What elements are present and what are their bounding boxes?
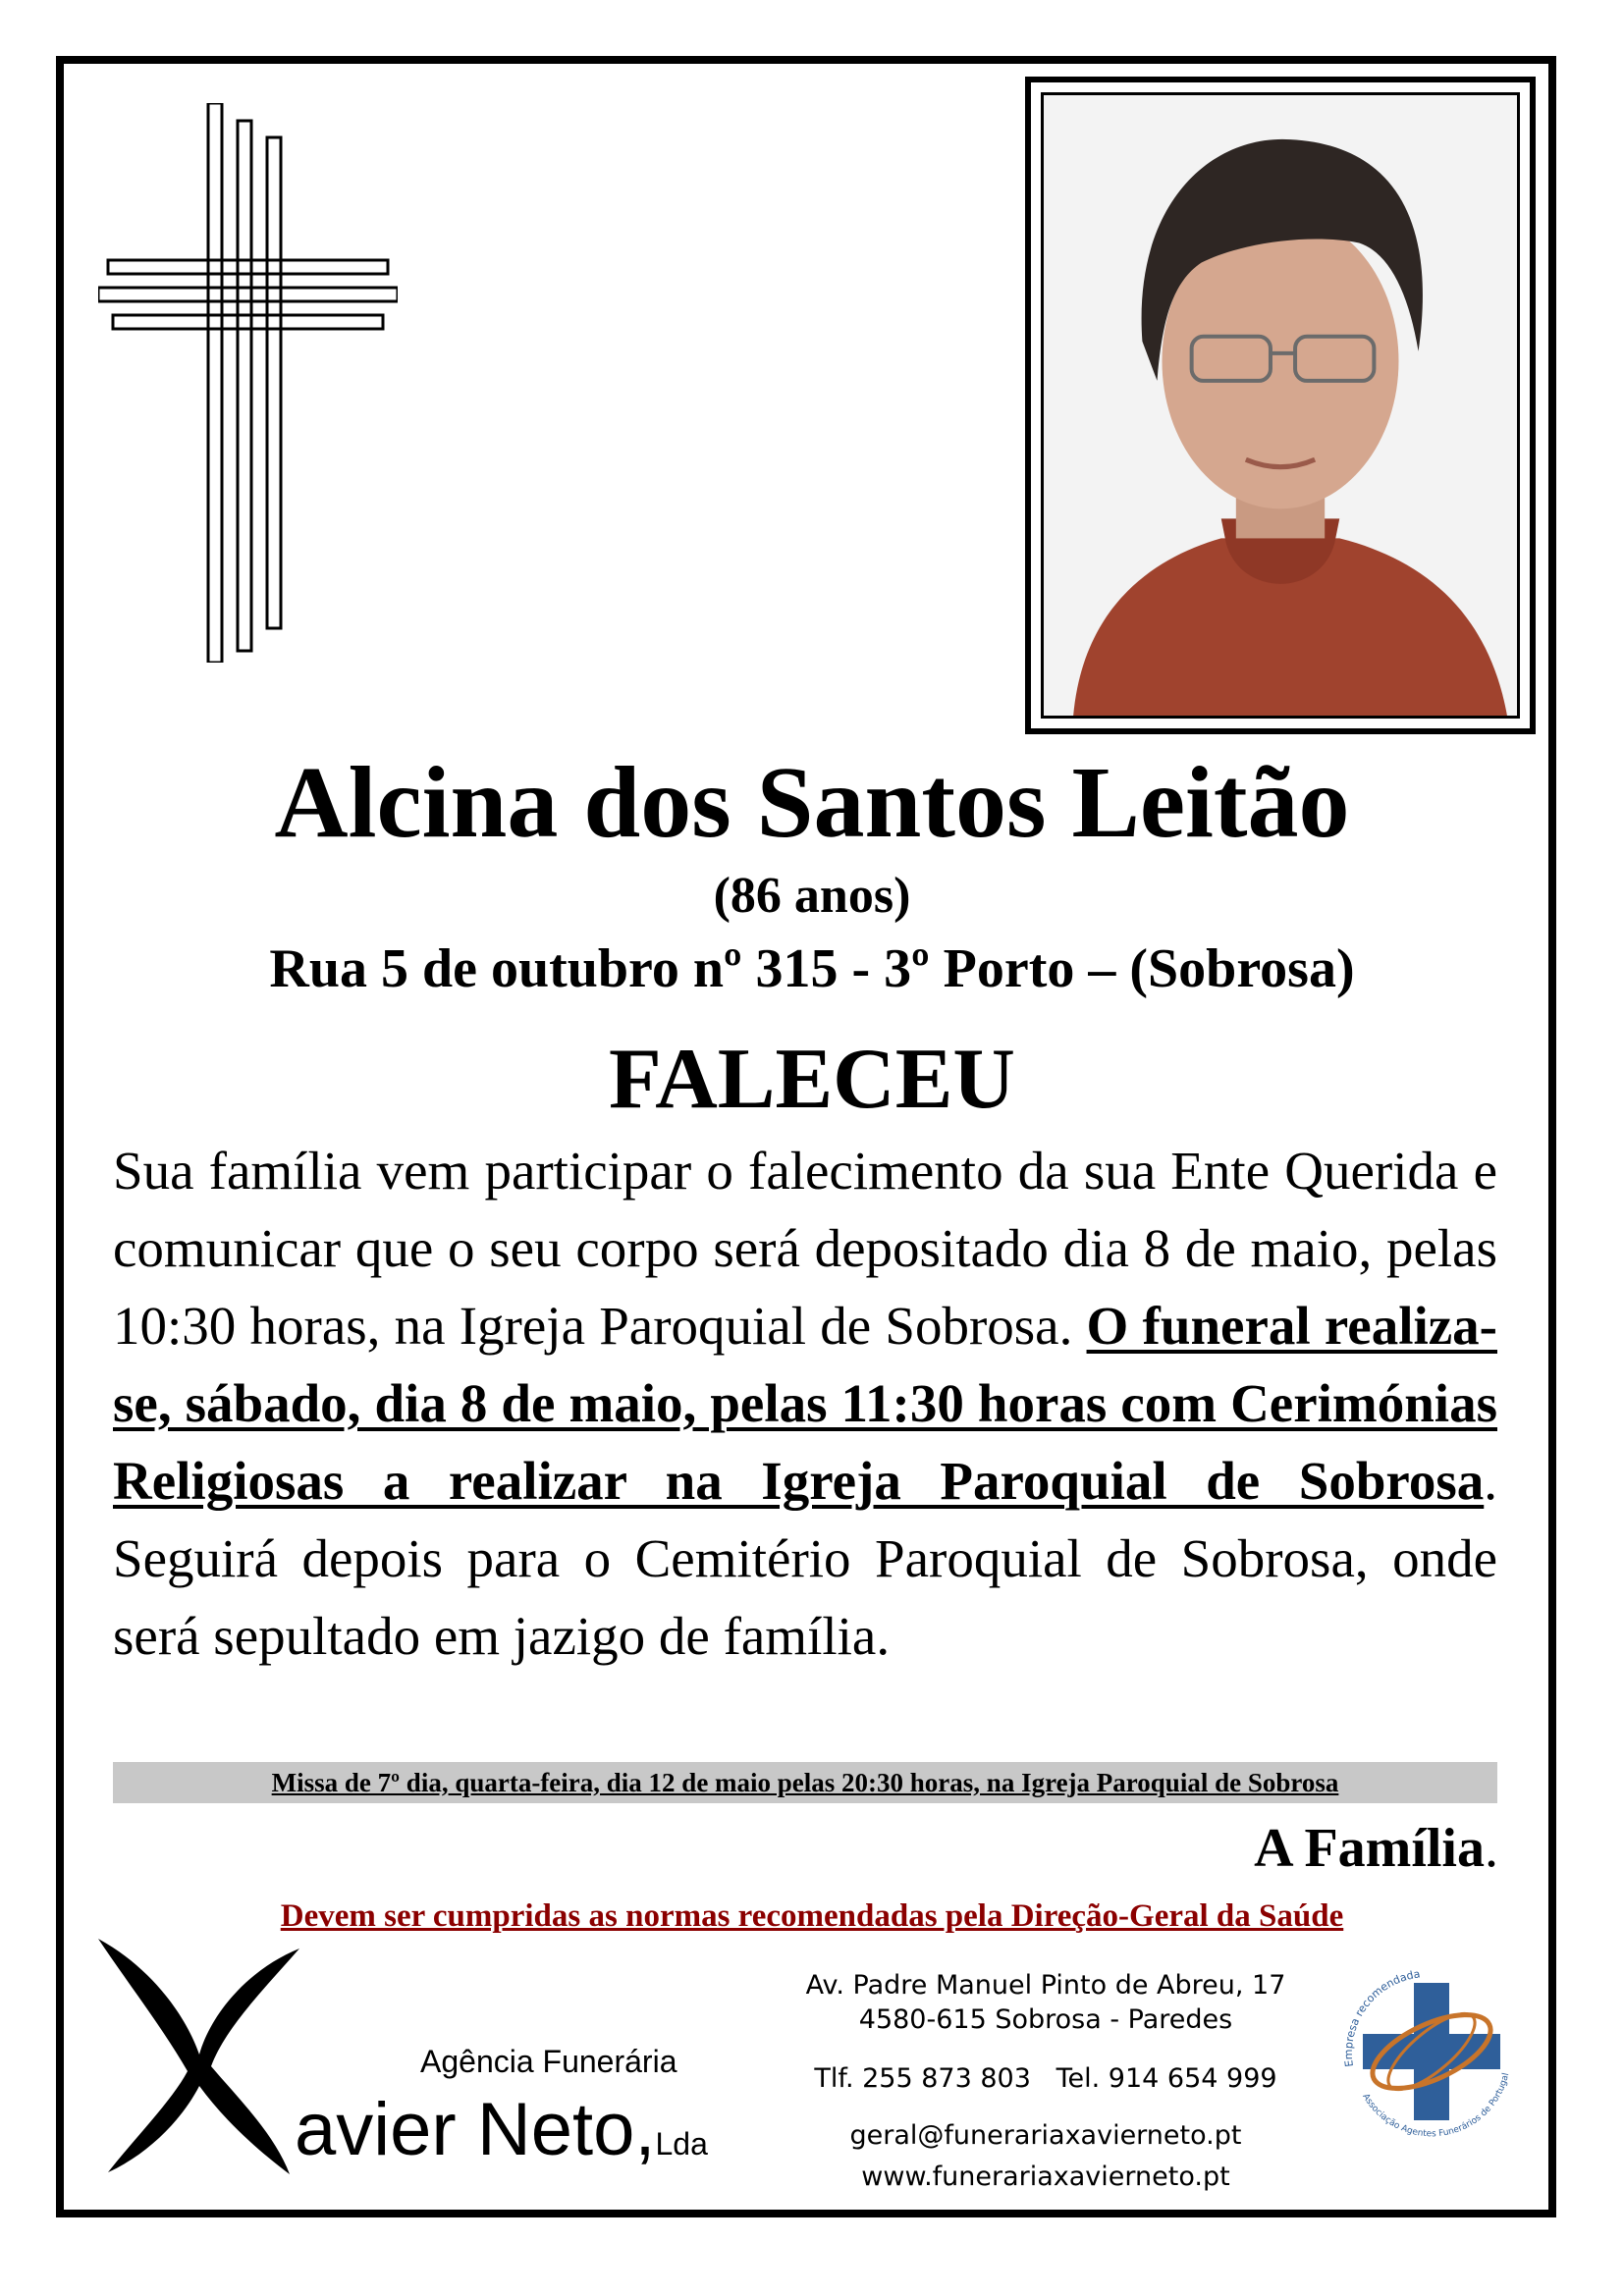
portrait-photo bbox=[1041, 92, 1520, 719]
association-logo bbox=[1324, 1949, 1530, 2155]
announcement-text bbox=[113, 1132, 1497, 1675]
deceased-age: (86 anos) bbox=[713, 868, 911, 924]
association-top-text: Empresa recomendada bbox=[1341, 1967, 1422, 2068]
agency-name-text: avier Neto, bbox=[295, 2088, 656, 2171]
agency-website[interactable]: www.funerariaxavierneto.pt bbox=[861, 2162, 1230, 2192]
agency-suffix: Lda bbox=[655, 2126, 708, 2162]
association-bottom-text: Associação Agentes Funerários de Portugal bbox=[1360, 2071, 1512, 2140]
agency-address-line1: Av. Padre Manuel Pinto de Abreu, 17 bbox=[805, 1970, 1286, 2001]
signature bbox=[1254, 1814, 1498, 1883]
portrait-frame bbox=[1025, 77, 1536, 734]
headline: FALECEU bbox=[609, 1032, 1015, 1127]
cross-icon bbox=[98, 103, 398, 663]
announcement-intro: Sua família vem participar o falecimento da sua Ente Querida e comunicar que o seu corpo será depositado dia 8 de maio, pelas 10:30 horas, na Igreja Paroquial de Sobrosa. bbox=[113, 1141, 1497, 1356]
signature-dot: . bbox=[1485, 1818, 1498, 1879]
deceased-address: Rua 5 de outubro nº 315 - 3º Porto – (Sobrosa) bbox=[269, 938, 1355, 999]
funeral-details: O funeral realiza-se, sábado, dia 8 de maio, pelas 11:30 horas com Cerimónias Religiosas a realizar na Igreja Paroquial de Sobrosa bbox=[113, 1296, 1497, 1511]
mass-notice: Missa de 7º dia, quarta-feira, dia 12 de maio pelas 20:30 horas, na Igreja Paroquial de Sobrosa bbox=[113, 1762, 1497, 1803]
health-norms-notice: Devem ser cumpridas as normas recomendadas pela Direção-Geral da Saúde bbox=[280, 1898, 1344, 1934]
agency-address-line2: 4580-615 Sobrosa - Paredes bbox=[858, 2004, 1233, 2035]
signature-text: A Família bbox=[1254, 1818, 1485, 1879]
agency-name bbox=[295, 2087, 708, 2187]
agency-label: Agência Funerária bbox=[420, 2044, 677, 2079]
deceased-name: Alcina dos Santos Leitão bbox=[274, 746, 1350, 859]
announcement-outro: . Seguirá depois para o Cemitério Paroquial de Sobrosa, onde será sepultado em jazigo de família. bbox=[113, 1451, 1497, 1666]
agency-email[interactable]: geral@funerariaxavierneto.pt bbox=[849, 2120, 1242, 2151]
agency-phones: Tlf. 255 873 803 Tel. 914 654 999 bbox=[814, 2063, 1277, 2094]
agency-x-logo bbox=[93, 1929, 304, 2179]
